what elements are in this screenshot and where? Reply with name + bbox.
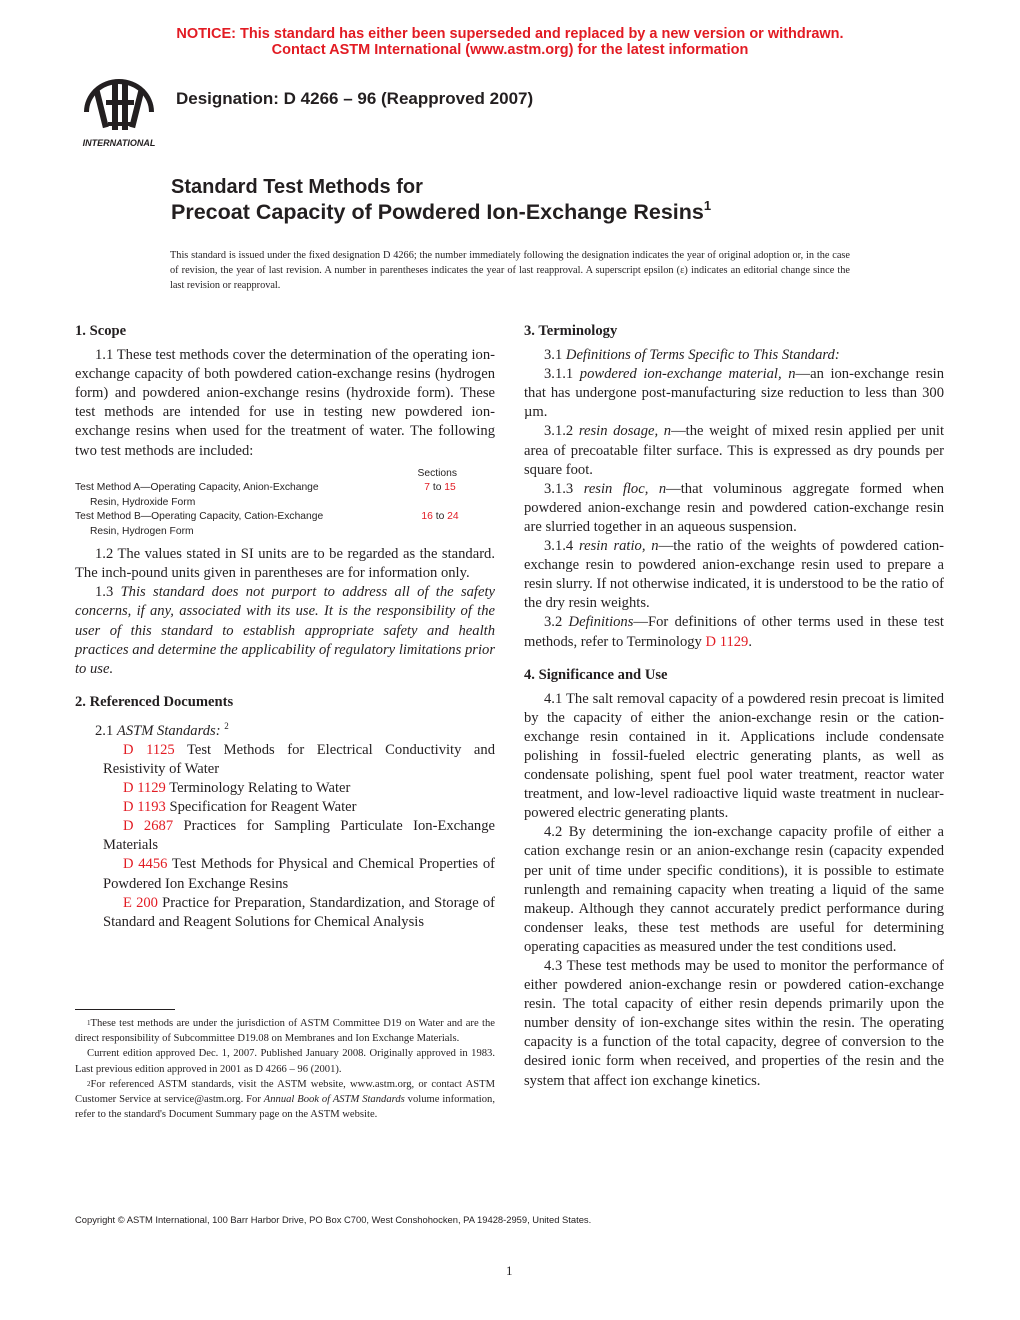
reference-item bbox=[75, 779, 495, 798]
para-3-2-end: . bbox=[748, 633, 753, 650]
reference-link[interactable]: D 2687 bbox=[123, 818, 174, 835]
title-footnote-mark: 1 bbox=[703, 198, 712, 213]
reference-item bbox=[75, 741, 495, 779]
reference-link[interactable]: D 4456 bbox=[123, 856, 168, 873]
para-3-2-text: —For definitions of other terms used in these test methods, refer to Terminology bbox=[524, 614, 944, 650]
para-1-3-text: This standard does not purport to address all of the safety concerns, if any, associated with its use. It is the responsibility of the user of this standard to establish appropriate safety and health practices and determine the applicability of regulatory limitations prior to use. bbox=[75, 584, 495, 677]
test-methods-table bbox=[75, 467, 495, 540]
copyright-line: Copyright © ASTM International, 100 Barr Harbor Drive, PO Box C700, West Conshohocken, PA 19428-2959, United States. bbox=[75, 1214, 592, 1225]
notice-line-2: Contact ASTM International (www.astm.org) for the latest information bbox=[271, 42, 749, 58]
section-link-24[interactable]: 24 bbox=[447, 511, 459, 523]
definition-3-1-2 bbox=[524, 422, 944, 479]
para-4-1: 4.1 The salt removal capacity of a powdered resin precoat is limited by the capacity of either the anion-exchange resin or the cation-exchange resin contained in it. Applications include condensate polishing in fossil-fueled electric generating plants, as well as condensate polishing, spent fuel pool water treatment, reactor water treatment, and low-level radioactive liquid waste treatment in nuclear-powered electric generating plants. bbox=[524, 690, 944, 822]
para-3-2-term: Definitions bbox=[568, 614, 634, 631]
reference-title: Specification for Reagent Water bbox=[169, 799, 357, 816]
definition-num: 3.1.3 bbox=[544, 480, 574, 497]
para-3-1 bbox=[524, 346, 944, 365]
issued-note: This standard is issued under the fixed designation D 4266; the number immediately following the designation indicates the year of original adoption or, in the case of revision, the year of last revision. A number in parentheses indicates the year of last reapproval. A superscript epsilon (ε) indicates an editorial change since the last revision or reapproval. bbox=[170, 250, 850, 291]
section-heading-referenced: 2. Referenced Documents bbox=[75, 693, 234, 710]
astm-standards-label: ASTM Standards: bbox=[116, 722, 221, 739]
section-heading-terminology: 3. Terminology bbox=[524, 323, 618, 339]
left-column bbox=[75, 322, 495, 932]
definition-num: 3.1.1 bbox=[544, 366, 574, 383]
reference-link[interactable]: D 1193 bbox=[123, 799, 166, 816]
reference-list bbox=[75, 741, 495, 932]
test-method-b-subtitle: Resin, Hydrogen Form bbox=[90, 525, 194, 537]
reference-title: Test Methods for Physical and Chemical Properties of Powdered Ion Exchange Resins bbox=[103, 856, 495, 892]
definition-text: —that voluminous aggregate formed when powdered anion-exchange resin and powdered cation-exchange resin are slurried together in an aqueous suspension. bbox=[524, 480, 944, 535]
test-method-b-row bbox=[75, 510, 495, 525]
para-3-1-num: 3.1 bbox=[544, 347, 563, 364]
footnote-1 bbox=[75, 1016, 495, 1046]
para-4-3: 4.3 These test methods may be used to monitor the performance of either powdered anion-exchange resin or powdered cation-exchange resin. The total capacity of either resin depends primarily upon the number density of ion-exchange sites within the resin. The operating capacity is a function of the total capacity, degree of conversion to the desired ionic form when received, and properties of the resin and the system that affect ion exchange kinetics. bbox=[524, 958, 944, 1089]
definition-text: —an ion-exchange resin that has undergone post-manufacturing size reduction to less than 300 µm. bbox=[524, 366, 945, 421]
para-2-1-num: 2.1 bbox=[95, 722, 114, 739]
reference-link[interactable]: D 1125 bbox=[123, 741, 175, 758]
title-line-2 bbox=[171, 200, 711, 225]
reference-item bbox=[75, 855, 495, 893]
definition-term: resin dosage, n bbox=[578, 423, 672, 440]
reference-link[interactable]: D 1129 bbox=[123, 780, 166, 797]
test-method-a-range bbox=[405, 481, 475, 496]
footnote-2-italic: Annual Book of ASTM Standards bbox=[263, 1094, 405, 1106]
para-2-1-footnote: 2 bbox=[224, 720, 229, 731]
definition-text: —the weight of mixed resin applied per unit area of precoatable filter surface. This is expressed as dry pounds per square foot. bbox=[524, 423, 945, 478]
withdrawal-notice bbox=[0, 26, 1020, 58]
reference-link[interactable]: E 200 bbox=[123, 894, 158, 911]
footnote-divider bbox=[75, 1009, 175, 1010]
test-method-b-range bbox=[405, 510, 475, 525]
logo-text: INTERNATIONAL bbox=[82, 138, 156, 148]
definition-term: resin floc, n bbox=[583, 480, 667, 497]
reference-item bbox=[75, 817, 495, 855]
definition-3-1-4 bbox=[524, 537, 944, 613]
section-link-7[interactable]: 7 bbox=[424, 482, 430, 494]
terminology-link[interactable]: D 1129 bbox=[705, 633, 749, 650]
reference-item bbox=[75, 798, 495, 817]
reference-title: Terminology Relating to Water bbox=[169, 780, 351, 797]
definition-num: 3.1.2 bbox=[544, 423, 574, 440]
section-heading-scope: 1. Scope bbox=[75, 323, 127, 339]
footnote-1-mark: 1 bbox=[87, 1019, 91, 1027]
definition-3-1-3 bbox=[524, 480, 944, 537]
title-line-1: Standard Test Methods for bbox=[171, 176, 423, 198]
para-4-2: 4.2 By determining the ion-exchange capacity profile of either a cation exchange resin or an anion-exchange resin (capacity expended per unit of time under specific conditions), it is possible to estimate runlength and remaining capacity when treating a liquid of the same makeup. Although they cannot accurately predict performance during condenser leaks, these test methods are useful for determining operating capacities as measured under the test conditions used. bbox=[524, 824, 944, 955]
notice-line-1: NOTICE: This standard has either been superseded and replaced by a new version or withdrawn. bbox=[176, 26, 844, 42]
section-link-15[interactable]: 15 bbox=[444, 482, 456, 494]
range-to-word: to bbox=[432, 482, 442, 494]
para-1-3-num: 1.3 bbox=[95, 584, 114, 601]
para-3-2 bbox=[524, 613, 944, 651]
definition-num: 3.1.4 bbox=[544, 538, 574, 555]
test-method-a-subtitle: Resin, Hydroxide Form bbox=[90, 496, 196, 508]
footnote-1-edition: Current edition approved Dec. 1, 2007. Published January 2008. Originally approved in 1983. Last previous edition approved in 2001 as D 4266 – 96 (2001). bbox=[75, 1048, 495, 1075]
designation: Designation: D 4266 – 96 (Reapproved 2007) bbox=[176, 89, 534, 108]
test-method-a-row bbox=[75, 481, 495, 496]
definition-term: powdered ion-exchange material, n bbox=[579, 366, 796, 383]
para-3-1-text: Definitions of Terms Specific to This Standard: bbox=[565, 347, 840, 364]
right-column bbox=[524, 322, 944, 1091]
footnote-2-mark: 2 bbox=[87, 1079, 91, 1088]
section-heading-significance: 4. Significance and Use bbox=[524, 666, 668, 683]
section-link-16[interactable]: 16 bbox=[421, 511, 433, 523]
definition-3-1-1 bbox=[524, 365, 944, 422]
page-number: 1 bbox=[506, 1263, 513, 1278]
title-text: Precoat Capacity of Powdered Ion-Exchange Resins bbox=[171, 200, 704, 224]
definition-text: —the ratio of the weights of powdered cation-exchange resin to powdered anion-exchange resin used to prepare a resin slurry. If not otherwise indicated, it is understood to be the ratio of the dry resin weights. bbox=[524, 538, 944, 612]
test-method-a-title: Test Method A—Operating Capacity, Anion-Exchange bbox=[75, 482, 319, 494]
para-1-3 bbox=[75, 583, 495, 678]
para-3-2-num: 3.2 bbox=[544, 614, 563, 631]
para-2-1 bbox=[75, 717, 495, 741]
reference-item bbox=[75, 894, 495, 932]
footnote-1-text: These test methods are under the jurisdiction of ASTM Committee D19 on Water and are the direct responsibility of Subcommittee D19.08 on Membranes and Ion Exchange Materials. bbox=[75, 1018, 495, 1045]
reference-title: Practice for Preparation, Standardization, and Storage of Standard and Reagent Solutions for Chemical Analysis bbox=[103, 894, 495, 930]
footnotes bbox=[75, 1016, 495, 1122]
sections-header: Sections bbox=[417, 467, 457, 479]
footnote-2 bbox=[75, 1077, 495, 1123]
astm-logo bbox=[78, 78, 160, 150]
footnote-2-text-a: For referenced ASTM standards, visit the ASTM website, www.astm.org, or contact ASTM Customer Service at service@astm.org. For bbox=[75, 1078, 495, 1106]
footnote-2-text-b: volume information, refer to the standard's Document Summary page on the ASTM website. bbox=[75, 1094, 495, 1121]
range-to-word: to bbox=[435, 511, 445, 523]
reference-title: Practices for Sampling Particulate Ion-Exchange Materials bbox=[103, 818, 495, 854]
reference-title: Test Methods for Electrical Conductivity and Resistivity of Water bbox=[103, 741, 495, 777]
para-1-2: 1.2 The values stated in SI units are to be regarded as the standard. The inch-pound units given in parentheses are for information only. bbox=[75, 546, 495, 582]
test-method-b-title: Test Method B—Operating Capacity, Cation-Exchange bbox=[75, 511, 324, 523]
para-1-1: 1.1 These test methods cover the determination of the operating ion-exchange capacity of both powdered cation-exchange resins (hydrogen form) and powdered anion-exchange resins (hydroxide form). These test methods are intended for use in testing new powdered ion-exchange resins when used for the treatment of water. The following two test methods are included: bbox=[75, 347, 495, 459]
definition-term: resin ratio, n bbox=[579, 538, 659, 555]
